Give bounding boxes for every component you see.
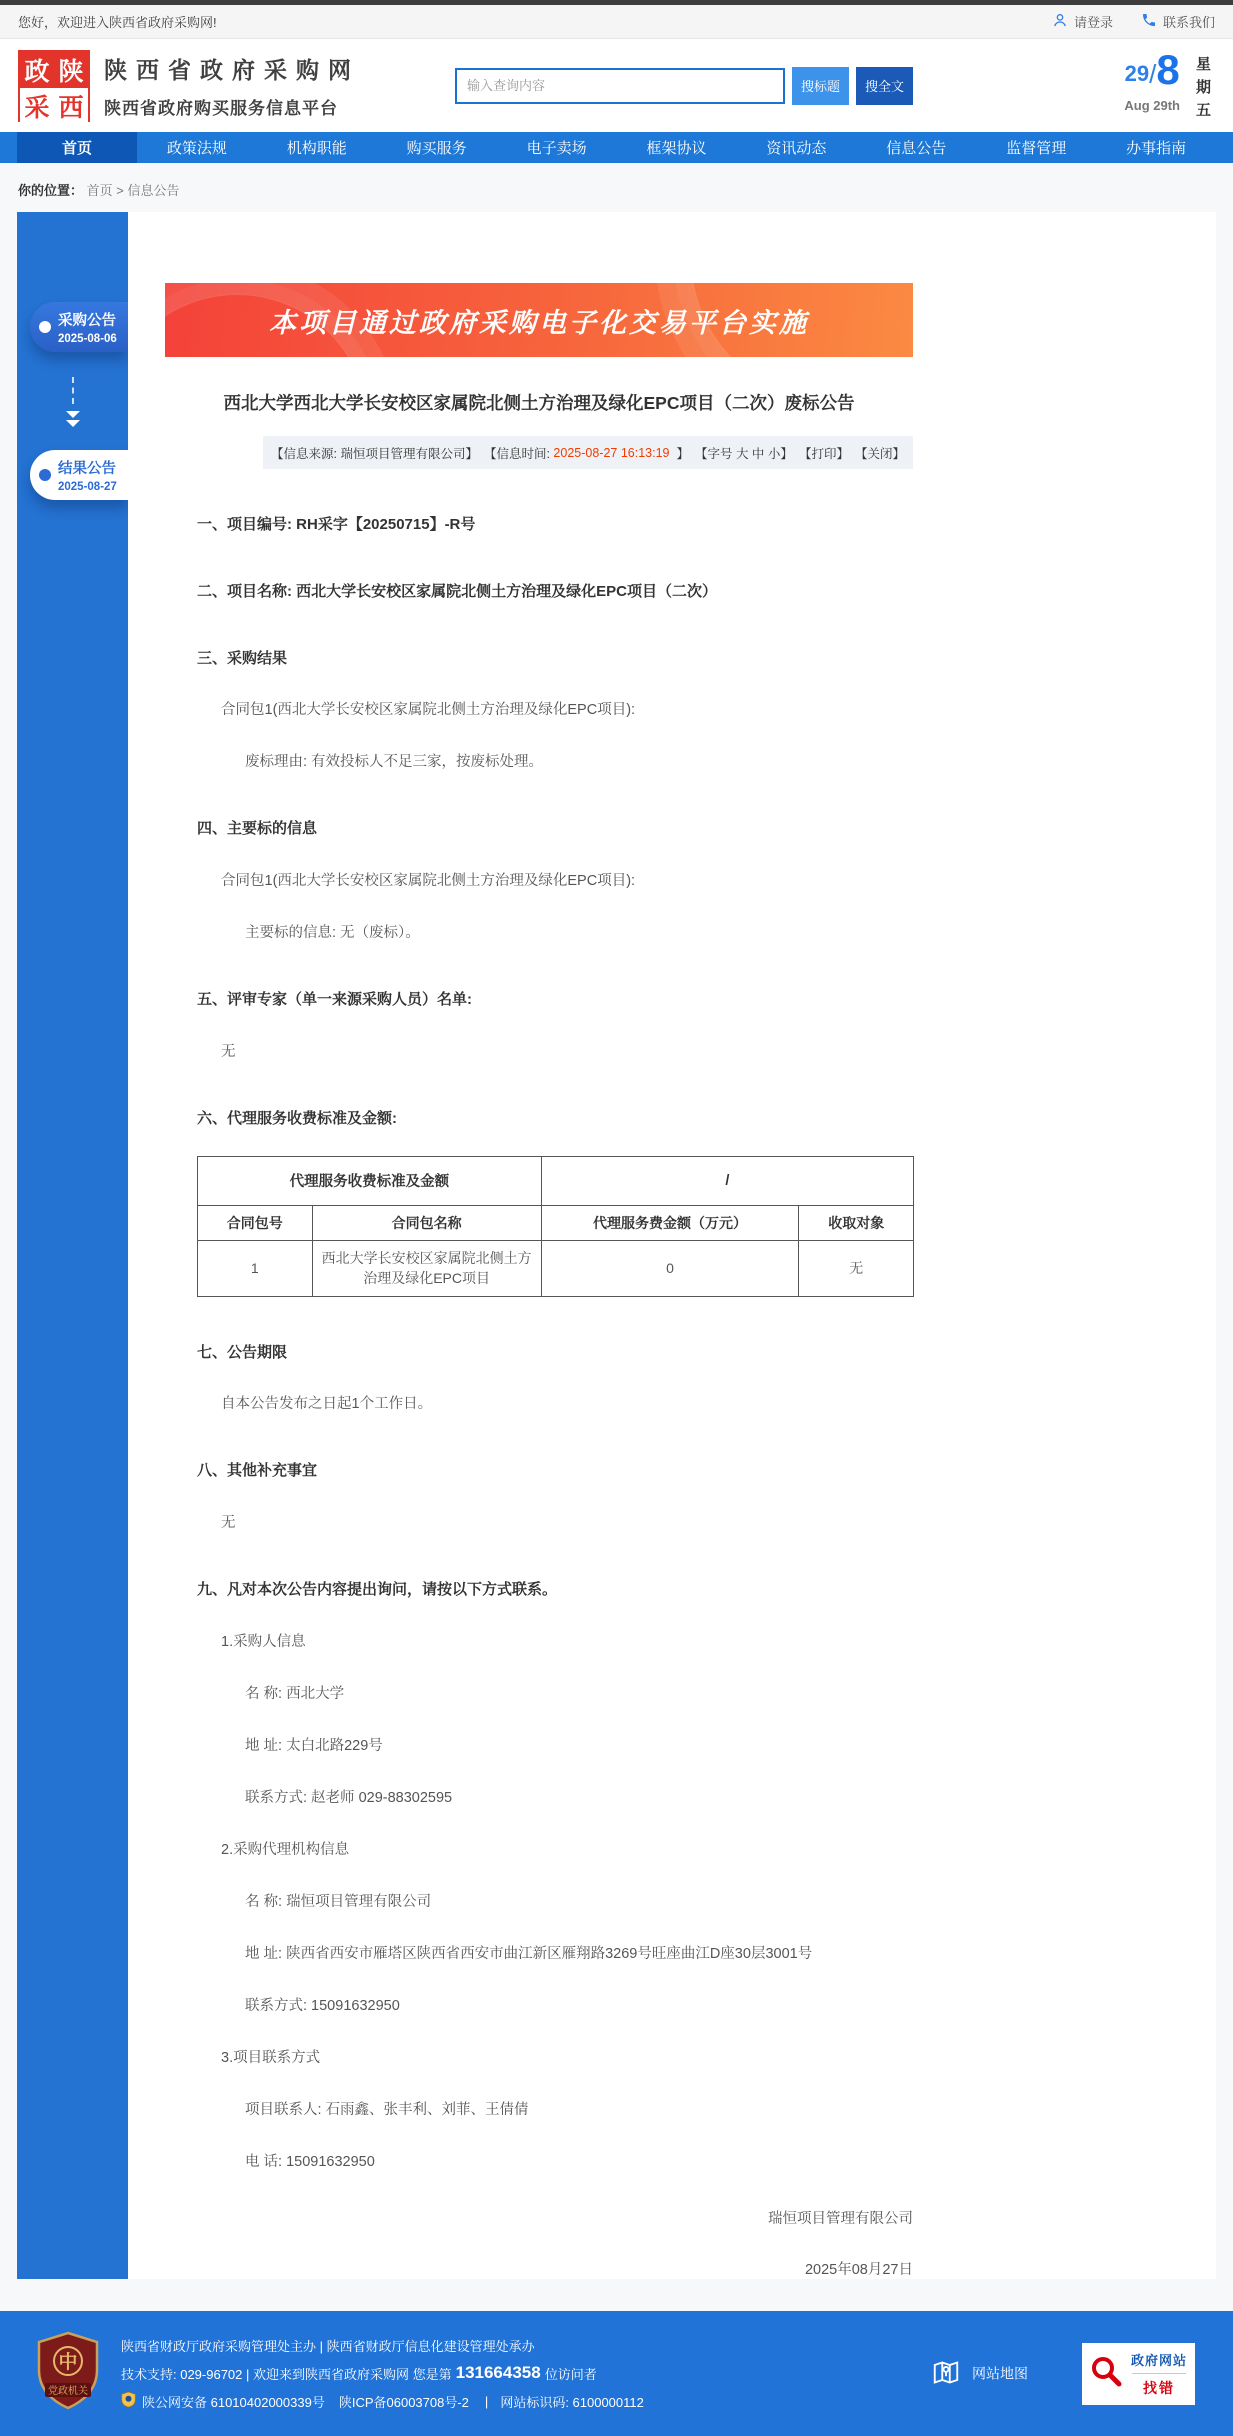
body-line: 名 称: 西北大学 <box>245 1685 345 1702</box>
search-area <box>455 67 913 105</box>
agency-fee-table <box>197 1156 914 1297</box>
search-fulltext-button[interactable]: 搜全文 <box>856 67 913 105</box>
section-heading: 一、项目编号: RH采字【20250715】-R号 <box>197 516 476 533</box>
icp-beian-link[interactable]: 陕ICP备06003708号-2 <box>338 2394 469 2410</box>
login-link[interactable] <box>1052 12 1113 31</box>
date-month: 8 <box>1156 45 1180 93</box>
police-beian-link[interactable] <box>121 2391 325 2411</box>
emblem-label: 党政机关 <box>48 2386 88 2398</box>
welcome-bar <box>0 5 1233 39</box>
article-title: 西北大学西北大学长安校区家属院北侧土方治理及绿化EPC项目（二次）废标公告 <box>223 393 855 413</box>
nav-item-home[interactable]: 首页 <box>17 132 137 163</box>
article-meta-bar <box>263 436 913 469</box>
body-line: 地 址: 太白北路229号 <box>245 1737 383 1754</box>
font-size-large[interactable]: 大 <box>735 446 749 461</box>
nav-item-guide[interactable]: 办事指南 <box>1126 140 1187 157</box>
nav-item-policies[interactable]: 政策法规 <box>166 140 227 157</box>
section-heading: 九、凡对本次公告内容提出询问，请按以下方式联系。 <box>197 1581 558 1599</box>
sidebar-item-result-announcement[interactable] <box>30 450 128 500</box>
nav-item-supervision[interactable]: 监督管理 <box>1006 140 1067 157</box>
police-beian-label: 陕公网安备 61010402000339号 <box>142 2394 325 2410</box>
table-col-header: 收取对象 <box>799 1205 914 1240</box>
table-col-header: 合同包号 <box>198 1205 313 1240</box>
nav-item-purchase-service[interactable]: 购买服务 <box>406 140 467 157</box>
meta-time: 2025-08-27 16:13:19 <box>553 445 670 460</box>
sitemap-icon <box>931 2357 961 2390</box>
emblem-glyph: 中 <box>58 2352 78 2374</box>
sitemap-label: 网站地图 <box>972 2365 1028 2382</box>
weekday-char: 期 <box>1195 78 1211 96</box>
breadcrumb-current[interactable]: 信息公告 <box>127 183 180 198</box>
logo-char: 陕 <box>54 52 88 88</box>
nav-item-news[interactable]: 资讯动态 <box>766 140 827 157</box>
table-cell-package-no: 1 <box>198 1240 313 1296</box>
logo-char: 采 <box>20 88 54 124</box>
weekday-char: 五 <box>1195 102 1211 120</box>
signature-block <box>165 2207 913 2279</box>
logo-char: 西 <box>54 88 88 124</box>
meta-time-end: 】 <box>669 446 689 461</box>
body-line: 地 址: 陕西省西安市雁塔区陕西省西安市曲江新区雁翔路3269号旺座曲江D座30层3001号 <box>245 1945 813 1962</box>
nav-item-framework[interactable]: 框架协议 <box>646 140 707 157</box>
signature-date: 2025年08月27日 <box>804 2262 913 2279</box>
font-size-small[interactable]: 小 <box>764 446 781 461</box>
meta-source: 【信息来源: 瑞恒项目管理有限公司】 <box>271 446 478 461</box>
footer-divider: | <box>484 2393 489 2409</box>
login-label: 请登录 <box>1073 15 1113 30</box>
timeline-dot-icon <box>39 469 51 481</box>
weekday-char: 星 <box>1195 55 1211 73</box>
body-line: 主要标的信息: 无（废标）。 <box>245 925 420 942</box>
table-row <box>198 1240 914 1296</box>
body-line: 1.采购人信息 <box>221 1633 306 1650</box>
signature-company: 瑞恒项目管理有限公司 <box>768 2211 913 2228</box>
body-line: 自本公告发布之日起1个工作日。 <box>221 1396 433 1413</box>
platform-banner <box>165 283 913 357</box>
table-cell-package-name: 西北大学长安校区家属院北侧土方治理及绿化EPC项目 <box>312 1240 541 1296</box>
main-nav <box>0 132 1233 163</box>
content-card <box>128 212 1216 2279</box>
arrow-down-icon <box>17 377 128 427</box>
sidebar-item-label: 采购公告 <box>58 313 116 329</box>
timeline-dot-icon <box>39 321 51 333</box>
user-icon <box>1052 12 1068 31</box>
sidebar-item-purchase-announcement[interactable] <box>30 302 128 352</box>
search-input[interactable] <box>455 68 785 104</box>
site-logo[interactable] <box>18 50 90 122</box>
breadcrumb-home[interactable]: 首页 <box>86 183 113 198</box>
site-footer <box>0 2311 1233 2436</box>
error-report-badge[interactable] <box>1082 2343 1195 2405</box>
contact-label: 联系我们 <box>1162 15 1215 30</box>
sidebar-timeline <box>17 212 128 2279</box>
nav-item-e-market[interactable]: 电子卖场 <box>526 140 587 157</box>
nav-item-functions[interactable]: 机构职能 <box>286 140 347 157</box>
body-line: 项目联系人: 石雨鑫、张丰利、刘菲、王倩倩 <box>245 2102 529 2118</box>
body-line: 合同包1(西北大学长安校区家属院北侧土方治理及绿化EPC项目): <box>221 702 636 719</box>
site-header <box>0 39 1233 132</box>
table-col-header: 合同包名称 <box>312 1205 541 1240</box>
sitemap-link[interactable] <box>931 2357 1028 2390</box>
section-heading: 二、项目名称: 西北大学长安校区家属院北侧土方治理及绿化EPC项目（二次） <box>197 582 718 600</box>
section-heading: 三、采购结果 <box>197 649 288 667</box>
section-heading: 五、评审专家（单一来源采购人员）名单: <box>197 991 472 1009</box>
date-separator: / <box>1149 58 1157 89</box>
error-badge-title: 政府网站 <box>1130 2352 1187 2368</box>
main-area <box>17 212 1216 2279</box>
sidebar-item-date: 2025-08-06 <box>58 333 117 345</box>
body-line: 废标理由: 有效投标人不足三家，按废标处理。 <box>245 754 544 771</box>
body-line: 合同包1(西北大学长安校区家属院北侧土方治理及绿化EPC项目): <box>221 873 636 890</box>
government-emblem-icon <box>35 2331 101 2416</box>
body-line: 联系方式: 15091632950 <box>245 1997 400 2014</box>
body-line: 电 话: 15091632950 <box>245 2154 375 2171</box>
phone-icon <box>1141 12 1157 31</box>
table-merged-header-left: 代理服务收费标准及金额 <box>198 1156 542 1205</box>
visitor-count: 131664358 <box>455 2363 541 2383</box>
section-heading: 六、代理服务收费标准及金额: <box>197 1109 397 1127</box>
sidebar-item-label: 结果公告 <box>58 461 116 477</box>
footer-support-suffix: 位访问者 <box>544 2366 597 2382</box>
footer-support-prefix: 技术支持: 029-96702 | 欢迎来到陕西省政府采购网 您是第 <box>121 2366 452 2382</box>
table-merged-header-right: / <box>541 1156 913 1205</box>
banner-text: 本项目通过政府采购电子化交易平台实施 <box>269 307 809 338</box>
welcome-text: 您好，欢迎进入陕西省政府采购网! <box>18 15 217 30</box>
weekday-label <box>1196 49 1211 123</box>
site-name: 陕西省政府采购网 <box>104 57 360 83</box>
close-button[interactable]: 【关闭】 <box>854 446 905 461</box>
article-body <box>165 514 913 2279</box>
nav-item-announcements[interactable]: 信息公告 <box>886 140 947 157</box>
section-heading: 八、其他补充事宜 <box>197 1462 318 1480</box>
body-line: 无 <box>221 1515 236 1532</box>
meta-fontsize-label: 【字号 <box>694 446 736 461</box>
breadcrumb-prefix: 你的位置： <box>18 183 84 198</box>
meta-time-label: 【信息时间: <box>483 446 554 461</box>
error-badge-action: 找错 <box>1143 2379 1175 2396</box>
font-size-medium[interactable]: 中 <box>748 446 765 461</box>
body-line: 无 <box>221 1043 236 1060</box>
date-english: Aug 29th <box>1124 97 1180 113</box>
date-block <box>1124 45 1215 123</box>
date-day: 29 <box>1124 60 1150 86</box>
body-line: 联系方式: 赵老师 029-88302595 <box>245 1789 453 1806</box>
breadcrumb <box>0 163 1233 212</box>
site-code: 网站标识码: 6100000112 <box>500 2394 644 2410</box>
meta-fontsize-end: 】 <box>780 446 793 461</box>
print-button[interactable]: 【打印】 <box>798 446 849 461</box>
breadcrumb-separator: > <box>116 183 124 198</box>
police-badge-icon <box>121 2391 136 2411</box>
magnifier-icon <box>1089 2354 1123 2393</box>
section-heading: 四、主要标的信息 <box>197 820 318 838</box>
body-line: 名 称: 瑞恒项目管理有限公司 <box>245 1893 432 1910</box>
logo-char: 政 <box>20 52 54 88</box>
sidebar-item-date: 2025-08-27 <box>58 481 117 493</box>
footer-host-line: 陕西省财政厅政府采购管理处主办 | 陕西省财政厅信息化建设管理处承办 <box>121 2339 535 2355</box>
table-cell-fee: 0 <box>541 1240 799 1296</box>
site-subtitle: 陕西省政府购买服务信息平台 <box>104 99 338 118</box>
table-cell-payer: 无 <box>799 1240 914 1296</box>
contact-link[interactable] <box>1141 12 1215 31</box>
search-title-button[interactable]: 搜标题 <box>792 67 849 105</box>
section-heading: 七、公告期限 <box>197 1343 288 1361</box>
table-col-header: 代理服务费金额（万元） <box>541 1205 799 1240</box>
body-line: 3.项目联系方式 <box>221 2049 321 2066</box>
body-line: 2.采购代理机构信息 <box>221 1841 350 1858</box>
